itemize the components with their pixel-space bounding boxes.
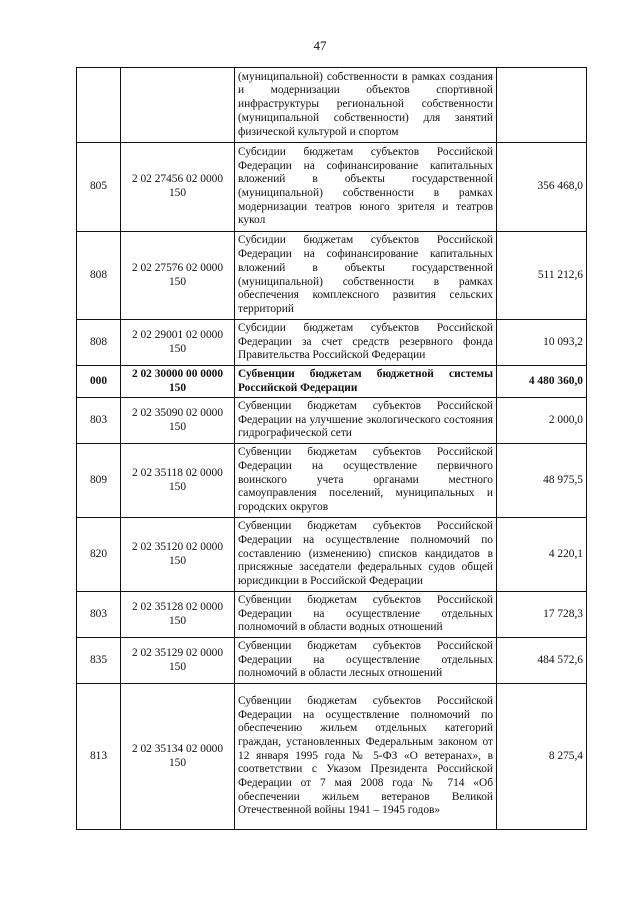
admin-code-cell: 820 [77, 518, 121, 592]
amount-cell: 511 212,6 [497, 232, 587, 320]
amount-cell: 2 000,0 [497, 398, 587, 444]
revenue-name-cell: Субвенции бюджетам субъектов Российской Федерации на осуществление отдельных полномочий в области водных отношений [235, 592, 497, 638]
admin-code-cell [77, 68, 121, 143]
table-row [77, 444, 587, 518]
table-row [77, 143, 587, 232]
budget-code-cell: 2 02 35090 02 0000 150 [121, 398, 235, 444]
admin-code-cell: 808 [77, 320, 121, 366]
table-row [77, 232, 587, 320]
admin-code-cell: 803 [77, 398, 121, 444]
admin-code-cell: 803 [77, 592, 121, 638]
revenue-name-cell: Субвенции бюджетам субъектов Российской Федерации на осуществление полномочий по составлению (изменению) списков кандидатов в присяжные заседатели федеральных судов общей юрисдикции в Российской Федерации [235, 518, 497, 592]
budget-code-cell: 2 02 29001 02 0000 150 [121, 320, 235, 366]
amount-cell: 4 220,1 [497, 518, 587, 592]
budget-code-cell: 2 02 35118 02 0000 150 [121, 444, 235, 518]
amount-cell: 10 093,2 [497, 320, 587, 366]
amount-cell [497, 68, 587, 143]
revenue-name-cell: (муниципальной) собственности в рамках создания и модернизации объектов спортивной инфраструктуры региональной собственности (муниципальной собственности) для занятий физической культурой и спортом [235, 68, 497, 143]
revenue-name-cell: Субвенции бюджетам бюджетной системы Российской Федерации [235, 366, 497, 398]
table-row [77, 68, 587, 143]
amount-cell: 17 728,3 [497, 592, 587, 638]
revenue-name-cell: Субвенции бюджетам субъектов Российской Федерации на осуществление полномочий по обеспечению жильем отдельных категорий граждан, установленных Федеральным законом от 12 января 1995 года № 5-ФЗ «О ветеранах», в соответствии с Указом Президента Российской Федерации от 7 мая 2008 года № 714 «Об обеспечении жильем ветеранов Великой Отечественной войны 1941 – 1945 годов» [235, 684, 497, 830]
revenue-name-cell: Субвенции бюджетам субъектов Российской Федерации на улучшение экологического состояния гидрографической сети [235, 398, 497, 444]
revenue-name-cell: Субсидии бюджетам субъектов Российской Федерации за счет средств резервного фонда Правительства Российской Федерации [235, 320, 497, 366]
admin-code-cell: 813 [77, 684, 121, 830]
admin-code-cell: 809 [77, 444, 121, 518]
budget-code-cell: 2 02 35120 02 0000 150 [121, 518, 235, 592]
admin-code-cell: 000 [77, 366, 121, 398]
table-row [77, 518, 587, 592]
admin-code-cell: 805 [77, 143, 121, 232]
amount-cell: 484 572,6 [497, 638, 587, 684]
table-row [77, 366, 587, 398]
revenue-name-cell: Субсидии бюджетам субъектов Российской Федерации на софинансирование капитальных вложений в объекты государственной (муниципальной) собственности в рамках обеспечения комплексного развития сельских территорий [235, 232, 497, 320]
amount-cell: 4 480 360,0 [497, 366, 587, 398]
table-row [77, 320, 587, 366]
budget-code-cell [121, 68, 235, 143]
revenue-name-cell: Субвенции бюджетам субъектов Российской Федерации на осуществление первичного воинского учета органами местного самоуправления поселений, муниципальных и городских округов [235, 444, 497, 518]
amount-cell: 8 275,4 [497, 684, 587, 830]
admin-code-cell: 808 [77, 232, 121, 320]
table-row [77, 684, 587, 830]
budget-code-cell: 2 02 35129 02 0000 150 [121, 638, 235, 684]
budget-code-cell: 2 02 27456 02 0000 150 [121, 143, 235, 232]
budget-code-cell: 2 02 35134 02 0000 150 [121, 684, 235, 830]
table-row [77, 592, 587, 638]
table-row [77, 638, 587, 684]
revenue-table [76, 67, 587, 830]
admin-code-cell: 835 [77, 638, 121, 684]
budget-code-cell: 2 02 35128 02 0000 150 [121, 592, 235, 638]
amount-cell: 356 468,0 [497, 143, 587, 232]
amount-cell: 48 975,5 [497, 444, 587, 518]
revenue-name-cell: Субвенции бюджетам субъектов Российской Федерации на осуществление отдельных полномочий в области лесных отношений [235, 638, 497, 684]
budget-code-cell: 2 02 30000 00 0000 150 [121, 366, 235, 398]
revenue-name-cell: Субсидии бюджетам субъектов Российской Федерации на софинансирование капитальных вложений в объекты государственной (муниципальной) собственности в рамках модернизации театров юного зрителя и театров кукол [235, 143, 497, 232]
table-row [77, 398, 587, 444]
budget-code-cell: 2 02 27576 02 0000 150 [121, 232, 235, 320]
page-number: 47 [313, 38, 327, 53]
